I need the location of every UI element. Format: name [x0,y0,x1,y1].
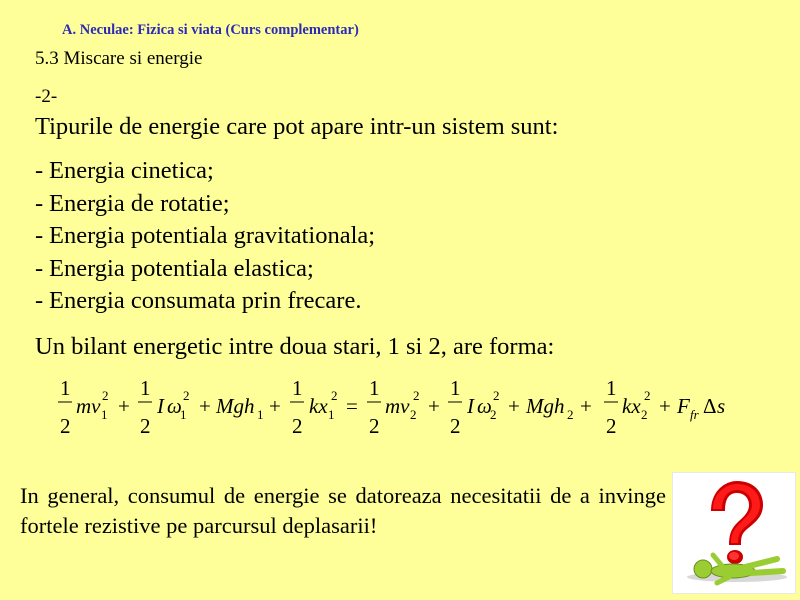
energy-balance-equation [56,375,746,445]
svg-text:1: 1 [257,407,264,422]
svg-text:1: 1 [180,407,187,422]
svg-text:+: + [269,394,281,418]
section-title: 5.3 Miscare si energie [35,48,203,69]
svg-text:2: 2 [369,414,380,438]
svg-text:fr: fr [690,407,699,422]
svg-text:2: 2 [331,388,338,403]
svg-text:1: 1 [292,376,303,400]
svg-text:+: + [199,394,211,418]
svg-text:kx: kx [309,394,328,418]
svg-text:1: 1 [606,376,617,400]
list-item: - Energia potentiala elastica; [35,254,314,282]
svg-text:2: 2 [450,414,461,438]
svg-text:1: 1 [328,407,335,422]
svg-text:2: 2 [292,414,303,438]
svg-text:ω: ω [477,394,492,418]
svg-text:Mgh: Mgh [216,394,255,418]
question-figure-image [672,472,796,594]
svg-text:2: 2 [140,414,151,438]
svg-text:1: 1 [369,376,380,400]
svg-text:mv: mv [385,394,410,418]
svg-text:mv: mv [76,394,101,418]
svg-text:2: 2 [641,407,648,422]
svg-text:+: + [118,394,130,418]
question-mark-icon [711,481,763,564]
svg-text:2: 2 [567,407,574,422]
svg-text:s: s [717,394,726,418]
svg-text:2: 2 [410,407,417,422]
svg-text:1: 1 [60,376,71,400]
svg-text:I: I [157,394,164,418]
intro-text: Tipurile de energie care pot apare intr-un sistem sunt: [35,113,559,140]
svg-text:2: 2 [493,388,500,403]
svg-text:F: F [677,394,690,418]
conclusion-text: In general, consumul de energie se datoreaza necesitatii de a invinge fortele rezistive pe parcursul deplasarii! [20,483,666,538]
svg-text:2: 2 [183,388,190,403]
svg-text:2: 2 [413,388,420,403]
svg-text:Δ: Δ [703,394,717,418]
svg-text:ω: ω [167,394,182,418]
svg-text:1: 1 [101,407,108,422]
svg-text:+: + [580,394,592,418]
svg-text:kx: kx [622,394,641,418]
svg-text:1: 1 [140,376,151,400]
svg-text:1: 1 [450,376,461,400]
bilant-text: Un bilant energetic intre doua stari, 1 si 2, are forma: [35,333,555,360]
list-item: - Energia de rotatie; [35,189,230,217]
svg-text:=: = [346,394,358,418]
svg-text:2: 2 [606,414,617,438]
svg-text:+: + [508,394,520,418]
list-item: - Energia cinetica; [35,157,214,184]
svg-text:+: + [428,394,440,418]
course-header: A. Neculae: Fizica si viata (Curs complementar) [62,22,359,38]
svg-text:Mgh: Mgh [526,394,565,418]
list-item: - Energia consumata prin frecare. [35,287,362,314]
list-item: - Energia potentiala gravitationala; [35,222,376,249]
svg-text:+: + [659,394,671,418]
svg-text:2: 2 [490,407,497,422]
svg-text:I: I [467,394,474,418]
energy-list [35,155,375,318]
svg-text:2: 2 [102,388,109,403]
svg-text:2: 2 [60,414,71,438]
svg-text:2: 2 [644,388,651,403]
page-number: -2- [35,86,58,107]
